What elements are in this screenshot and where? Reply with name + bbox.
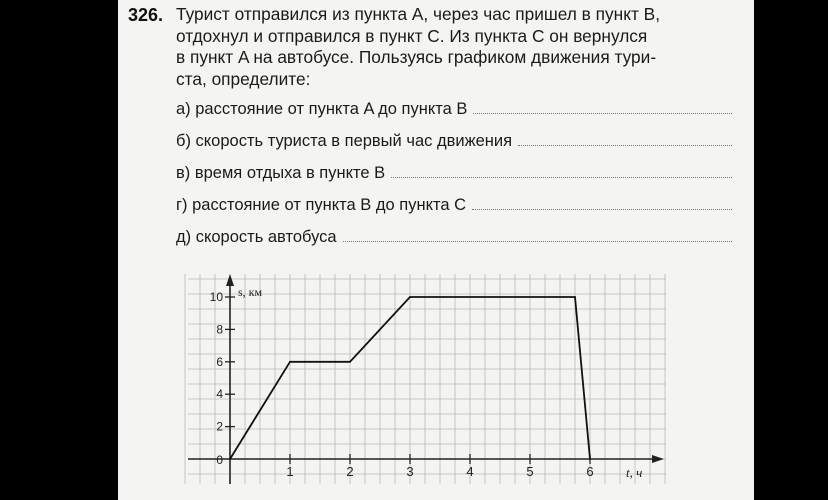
x-tick-label: 4 — [466, 464, 474, 479]
origin-label: 0 — [216, 453, 223, 467]
x-axis-label: t, ч — [626, 465, 643, 480]
series-point — [349, 361, 351, 363]
y-tick-label: 8 — [216, 322, 223, 337]
y-tick-label: 6 — [216, 354, 223, 369]
question-c-text: в) время отдыха в пункте B — [176, 164, 386, 182]
tick-labels — [210, 290, 594, 479]
textbook-page — [118, 0, 754, 500]
x-axis-arrow — [652, 455, 664, 463]
x-tick-label: 1 — [286, 464, 294, 479]
x-tick-label: 6 — [586, 464, 594, 479]
series-point — [229, 458, 231, 460]
question-d-text: г) расстояние от пункта B до пункта C — [176, 196, 467, 214]
x-tick-label: 3 — [406, 464, 414, 479]
x-tick-label: 2 — [346, 464, 354, 479]
y-tick-label: 4 — [216, 387, 223, 402]
question-b-text: б) скорость туриста в первый час движения — [176, 132, 513, 150]
y-tick-label: 10 — [209, 290, 223, 304]
y-axis-label: s, км — [238, 285, 263, 299]
grid — [185, 274, 666, 484]
statement-line: в пункт A на автобусе. Пользуясь графиком движения тури- — [176, 47, 657, 67]
y-tick-label: 2 — [216, 419, 223, 434]
axes — [188, 274, 664, 484]
question-a-text: а) расстояние от пункта A до пункта B — [176, 100, 468, 118]
question-e-text: д) скорость автобуса — [176, 228, 337, 246]
y-axis-arrow — [226, 274, 234, 286]
statement-line: ста, определите: — [176, 68, 311, 89]
series-point — [289, 361, 291, 363]
statement-line: Турист отправился из пункта A, через час пришел в пункт B, — [176, 4, 661, 24]
x-tick-label: 5 — [526, 464, 534, 479]
task-number: 326. — [128, 5, 164, 25]
series-point — [409, 296, 411, 298]
series-point — [574, 296, 576, 298]
distance-time-graph — [118, 0, 754, 500]
statement-line: отдохнул и отправился в пункт C. Из пункта C он вернулся — [176, 25, 648, 46]
series-point — [589, 458, 591, 460]
